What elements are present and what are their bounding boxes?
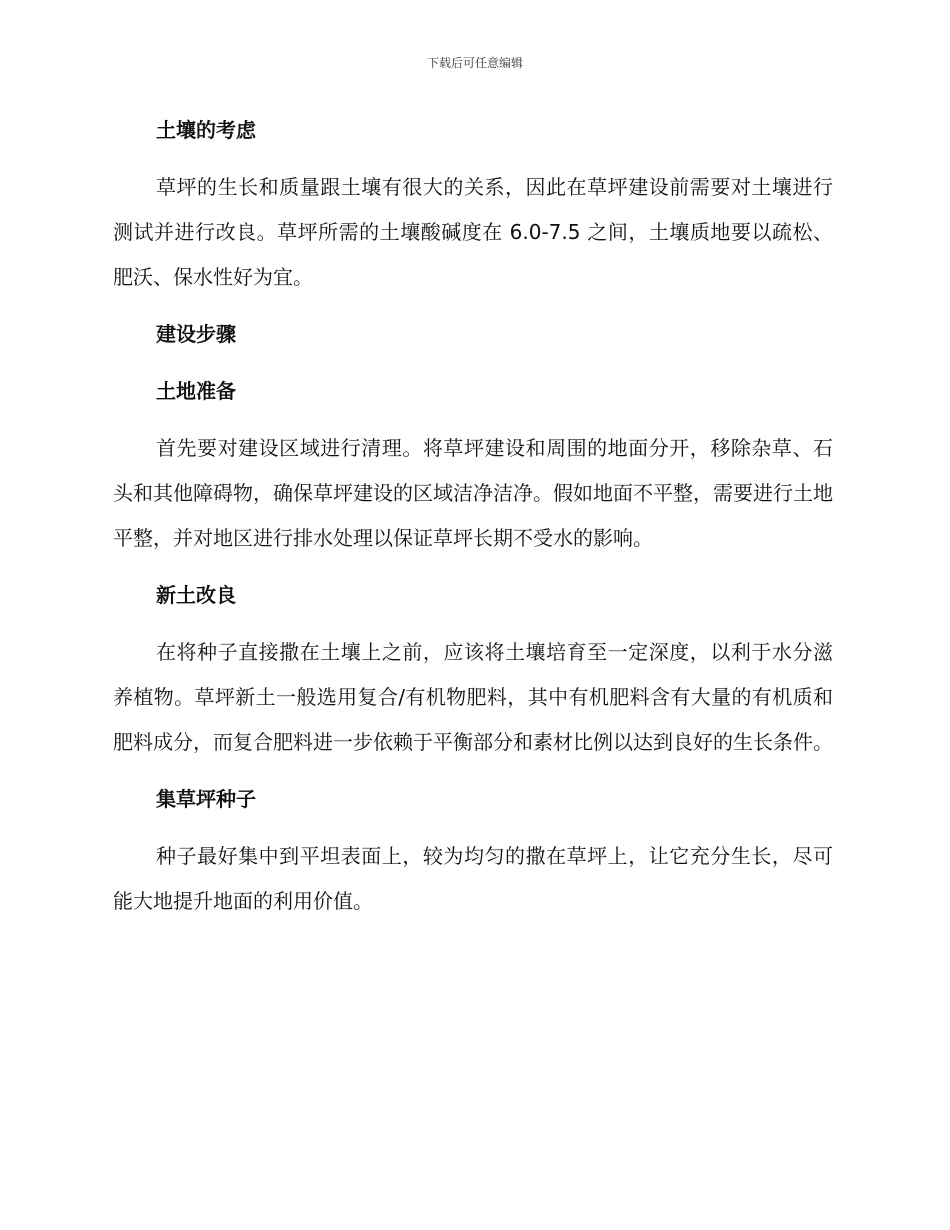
section-heading-steps: 建设步骤	[156, 322, 236, 346]
section-paragraph-soil: 草坪的生长和质量跟土壤有很大的关系，因此在草坪建设前需要对土壤进行测试并进行改良。草坪所需的土壤酸碱度在 6.0-7.5 之间，土壤质地要以疏松、肥沃、保水性好为宜。	[113, 175, 833, 289]
section-heading-seeds: 集草坪种子	[156, 787, 256, 811]
header-note: 下载后可任意编辑	[426, 56, 523, 70]
section-paragraph-new-soil: 在将种子直接撒在土壤上之前，应该将土壤培育至一定深度，以利于水分滋养植物。草坪新土一般选用复合/有机物肥料，其中有机肥料含有大量的有机质和肥料成分，而复合肥料进一步依赖于平衡部分和素材比例以达到良好的生长条件。	[113, 640, 833, 754]
section-heading-new-soil: 新土改良	[156, 583, 236, 607]
section-paragraph-seeds: 种子最好集中到平坦表面上，较为均匀的撒在草坪上，让它充分生长，尽可能大地提升地面的利用价值。	[113, 844, 833, 913]
document-body	[113, 108, 833, 924]
section-heading-land-prep: 土地准备	[156, 379, 236, 403]
section-paragraph-land-prep: 首先要对建设区域进行清理。将草坪建设和周围的地面分开，移除杂草、石头和其他障碍物，确保草坪建设的区域洁净洁净。假如地面不平整，需要进行土地平整，并对地区进行排水处理以保证草坪长期不受水的影响。	[113, 436, 833, 550]
section-heading-soil: 土壤的考虑	[156, 118, 256, 142]
